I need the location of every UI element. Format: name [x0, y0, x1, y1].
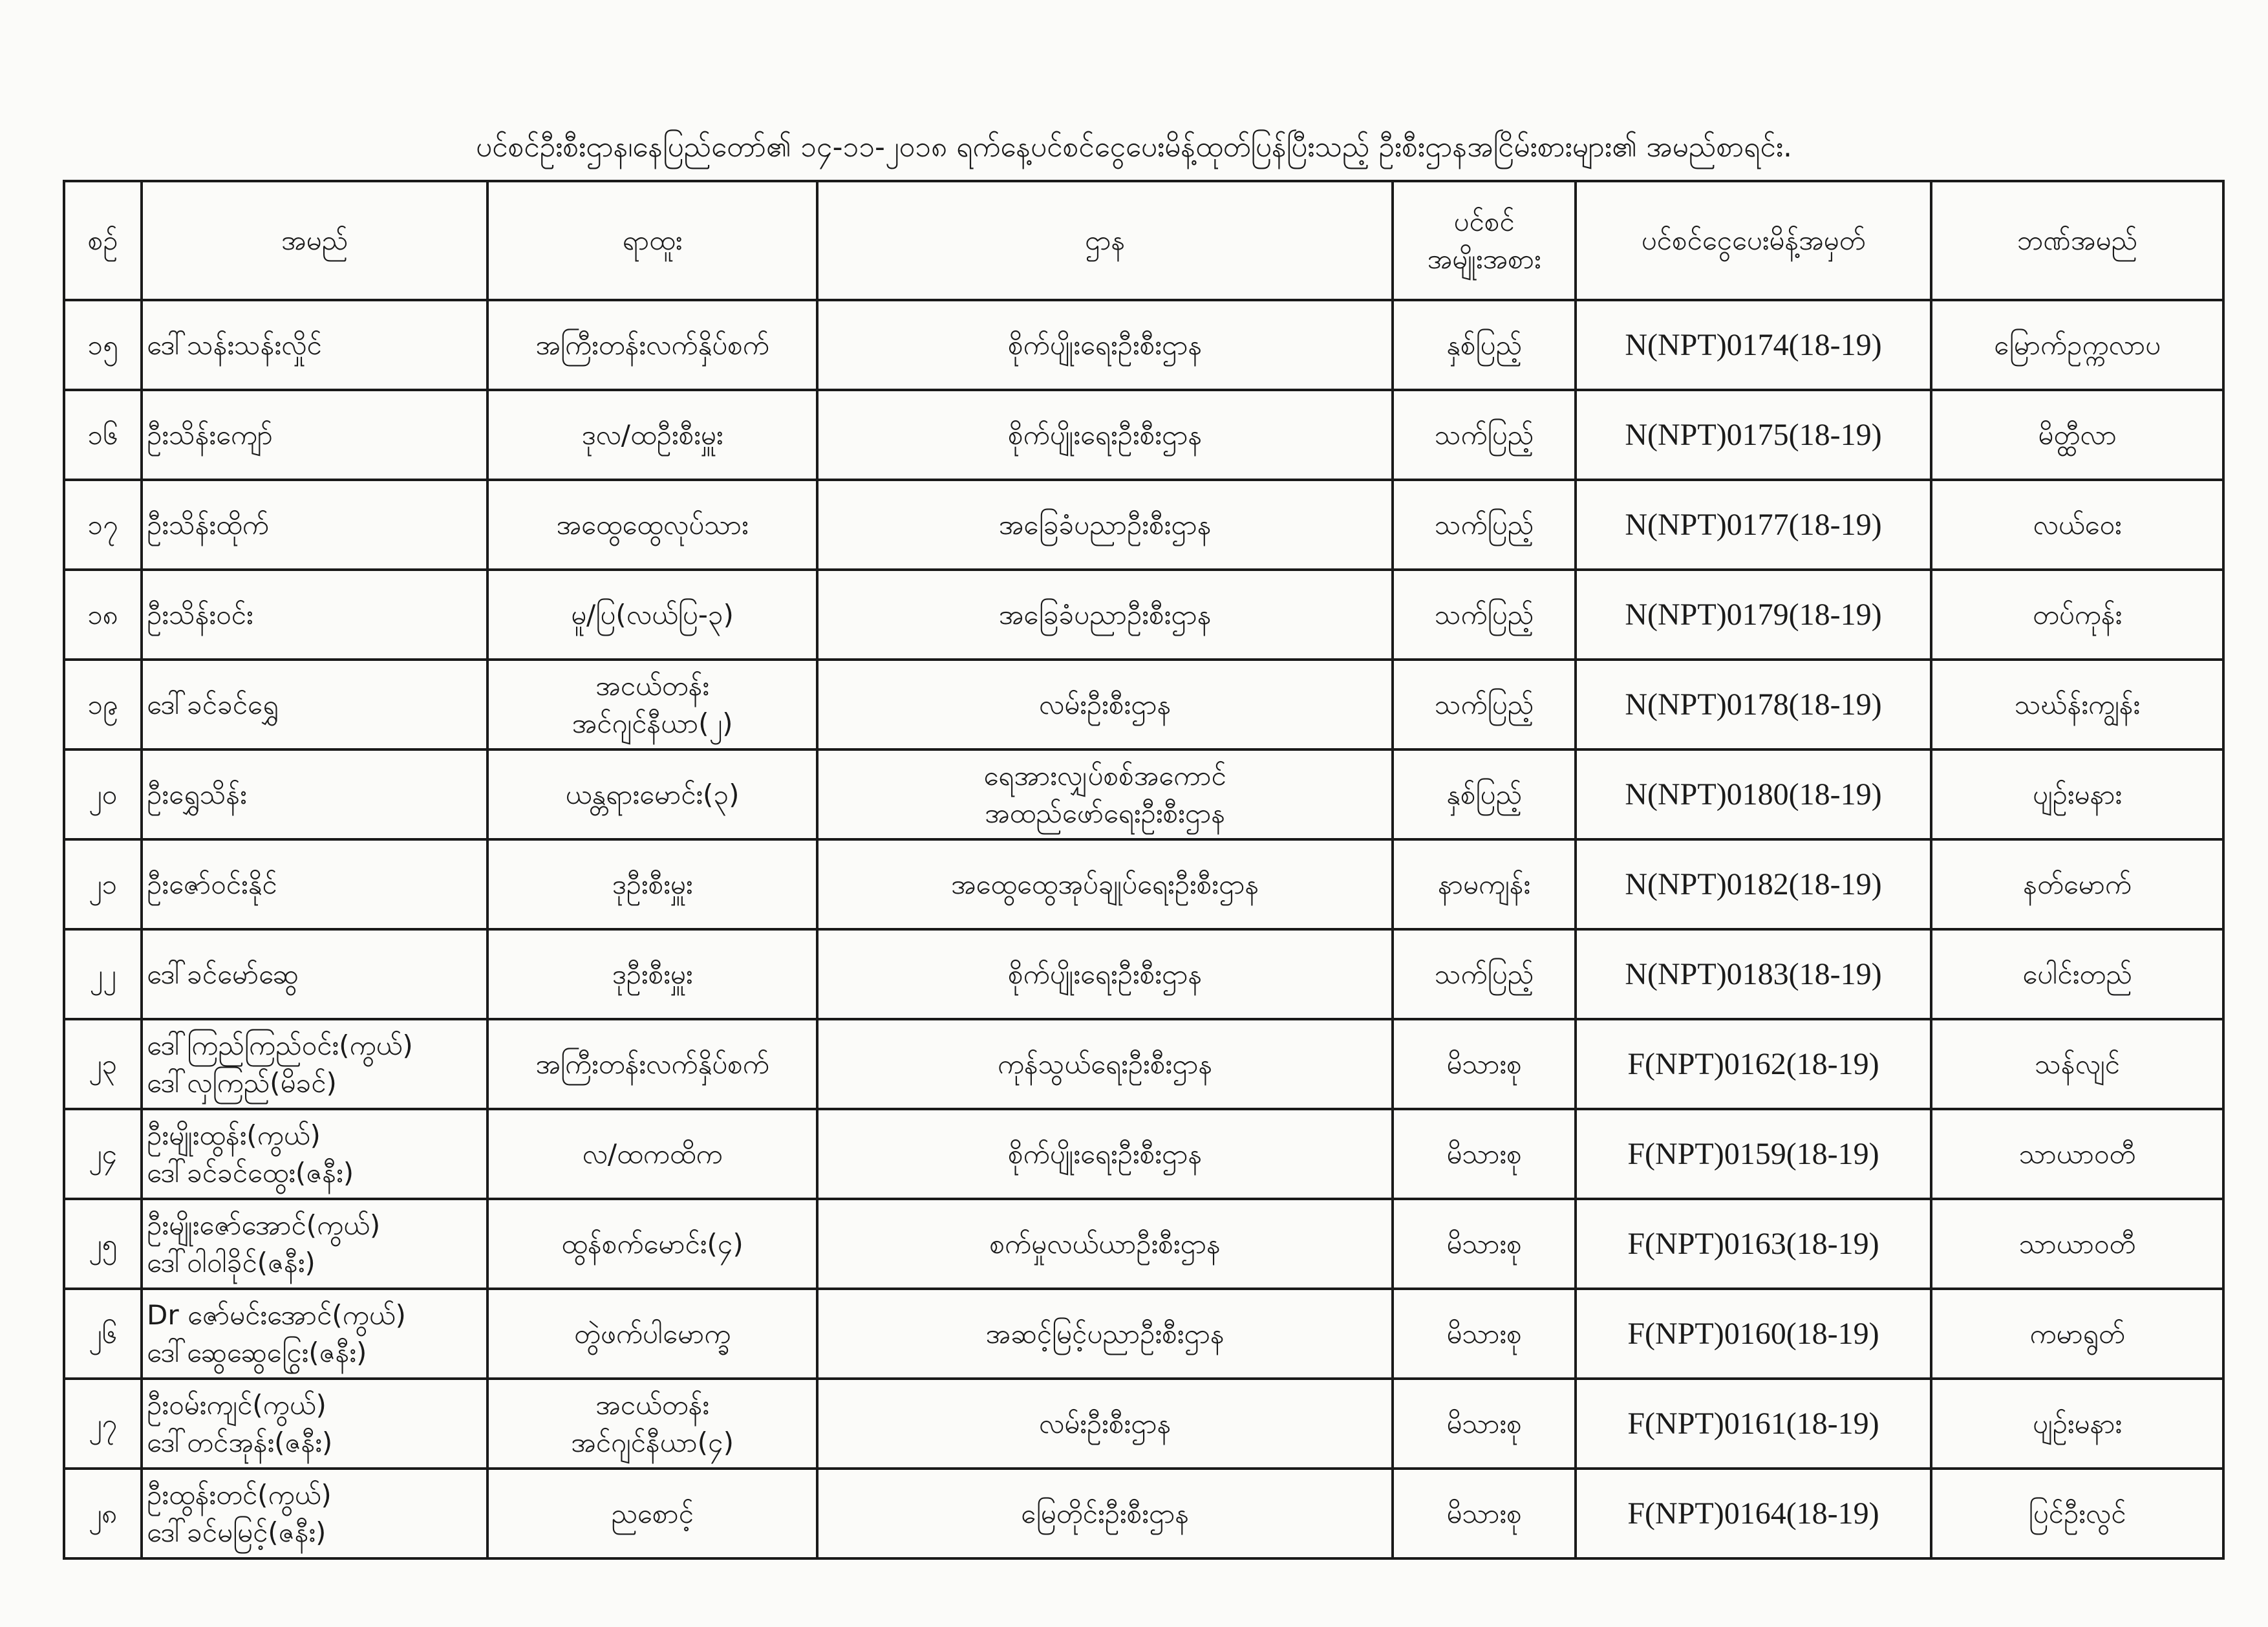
- cell-no: ၂၀: [64, 749, 142, 839]
- cell-name: [142, 1199, 487, 1289]
- cell-no: ၂၁: [64, 839, 142, 929]
- cell-department-line1: စက်မှုလယ်ယာဦးစီးဌာန: [989, 1227, 1221, 1260]
- cell-no: ၂၆: [64, 1289, 142, 1379]
- cell-name-line1: ဦးထွန်းတင်(ကွယ်): [147, 1478, 332, 1511]
- cell-name-line1: Dr ဇော်မင်းအောင်(ကွယ်): [147, 1298, 406, 1331]
- cell-name-line2: ဒေါ်ခင်ခင်ထွေး(ဇနီး): [147, 1156, 354, 1189]
- cell-license-no: N(NPT)0180(18-19): [1576, 749, 1931, 839]
- cell-no: ၂၂: [64, 929, 142, 1019]
- cell-name-line2: ဒေါ်လှကြည်(မိခင်): [147, 1066, 337, 1099]
- cell-pension-type: သက်ပြည့်: [1393, 929, 1576, 1019]
- cell-name-line1: ဒေါ်သန်းသန်းလှိုင်: [147, 329, 322, 361]
- cell-rank: [487, 1019, 817, 1109]
- cell-pension-type: မိသားစု: [1393, 1199, 1576, 1289]
- roster-body: [64, 300, 2223, 1558]
- cell-department-line2: အထည်ဖော်ရေးဦးစီးဌာန: [985, 797, 1225, 829]
- cell-department: [817, 1109, 1393, 1199]
- cell-rank: [487, 300, 817, 390]
- cell-bank: ပျဉ်းမနား: [1931, 1379, 2223, 1469]
- cell-name: [142, 390, 487, 480]
- cell-department-line1: စိုက်ပျိုးရေးဦးစီးဌာန: [1007, 958, 1203, 990]
- cell-name: [142, 480, 487, 570]
- cell-pension-type: မိသားစု: [1393, 1019, 1576, 1109]
- cell-department-line1: အထွေထွေအုပ်ချုပ်ရေးဦးစီးဌာန: [950, 868, 1259, 900]
- cell-pension-type: နှစ်ပြည့်: [1393, 749, 1576, 839]
- cell-license-no: F(NPT)0161(18-19): [1576, 1379, 1931, 1469]
- cell-rank-line1: မူ/ပြ(လယ်ပြ-၃): [571, 598, 734, 630]
- header-bank: ဘဏ်အမည်: [1931, 181, 2223, 300]
- pension-roster-table: [63, 180, 2225, 1560]
- table-row: [64, 1019, 2223, 1109]
- header-rank: ရာထူး: [487, 181, 817, 300]
- table-row: [64, 570, 2223, 660]
- cell-pension-type: နှစ်ပြည့်: [1393, 300, 1576, 390]
- cell-department-line1: အခြေခံပညာဦးစီးဌာန: [998, 508, 1212, 541]
- table-row: [64, 1199, 2223, 1289]
- cell-rank: [487, 1379, 817, 1469]
- cell-department: [817, 1289, 1393, 1379]
- cell-department: [817, 749, 1393, 839]
- cell-license-no: N(NPT)0179(18-19): [1576, 570, 1931, 660]
- cell-rank: [487, 1289, 817, 1379]
- cell-bank: ပျဉ်းမနား: [1931, 749, 2223, 839]
- cell-rank-line1: ဒုလ/ထဦးစီးမှူး: [581, 418, 723, 451]
- cell-pension-type: မိသားစု: [1393, 1469, 1576, 1558]
- cell-rank: [487, 1199, 817, 1289]
- cell-license-no: N(NPT)0183(18-19): [1576, 929, 1931, 1019]
- cell-name: [142, 1469, 487, 1558]
- cell-department-line1: စိုက်ပျိုးရေးဦးစီးဌာန: [1007, 418, 1203, 451]
- table-row: [64, 1469, 2223, 1558]
- cell-department: [817, 660, 1393, 749]
- cell-pension-type: မိသားစု: [1393, 1289, 1576, 1379]
- cell-department-line1: လမ်းဦးစီးဌာန: [1038, 1407, 1171, 1439]
- cell-name-line1: ဦးဝမ်းကျင်(ကွယ်): [147, 1388, 326, 1421]
- cell-no: ၁၆: [64, 390, 142, 480]
- table-row: [64, 480, 2223, 570]
- cell-license-no: N(NPT)0175(18-19): [1576, 390, 1931, 480]
- cell-name: [142, 839, 487, 929]
- cell-pension-type: သက်ပြည့်: [1393, 570, 1576, 660]
- table-row: [64, 1109, 2223, 1199]
- cell-rank-line1: ထွန်စက်မောင်း(၄): [561, 1227, 744, 1260]
- header-row: [64, 181, 2223, 300]
- cell-no: ၂၄: [64, 1109, 142, 1199]
- cell-rank: [487, 390, 817, 480]
- cell-rank-line2: အင်ဂျင်နီယာ(၄): [571, 1426, 734, 1458]
- header-department: ဌာန: [817, 181, 1393, 300]
- cell-rank-line1: တွဲဖက်ပါမောက္ခ: [573, 1317, 731, 1350]
- cell-pension-type: မိသားစု: [1393, 1109, 1576, 1199]
- cell-name-line2: ဒေါ်တင်အုန်း(ဇနီး): [147, 1426, 333, 1458]
- cell-rank: [487, 929, 817, 1019]
- cell-name-line1: ဦးသိန်းကျော်: [147, 418, 273, 451]
- cell-no: ၁၉: [64, 660, 142, 749]
- cell-license-no: F(NPT)0159(18-19): [1576, 1109, 1931, 1199]
- cell-pension-type: သက်ပြည့်: [1393, 390, 1576, 480]
- cell-name: [142, 570, 487, 660]
- table-row: [64, 749, 2223, 839]
- cell-bank: သန်လျင်: [1931, 1019, 2223, 1109]
- cell-department: [817, 390, 1393, 480]
- header-pension-type: [1393, 181, 1576, 300]
- cell-bank: သာယာဝတီ: [1931, 1199, 2223, 1289]
- cell-department-line1: ရေအားလျှပ်စစ်အကောင်: [983, 759, 1226, 792]
- cell-rank-line1: ဒုဦးစီးမှူး: [612, 958, 693, 990]
- cell-department: [817, 1019, 1393, 1109]
- cell-name-line1: ဦးရွှေသိန်း: [147, 778, 247, 810]
- cell-department-line1: ကုန်သွယ်ရေးဦးစီးဌာန: [997, 1048, 1213, 1080]
- table-row: [64, 1289, 2223, 1379]
- cell-rank-line1: ဒုဦးစီးမှူး: [612, 868, 693, 900]
- cell-name: [142, 929, 487, 1019]
- cell-name-line1: ဦးသိန်းဝင်း: [147, 598, 253, 630]
- cell-rank: [487, 1109, 817, 1199]
- cell-name-line1: ဦးမျိုးထွန်း(ကွယ်): [147, 1119, 321, 1151]
- cell-license-no: F(NPT)0163(18-19): [1576, 1199, 1931, 1289]
- cell-rank-line1: ညစောင့်: [611, 1497, 694, 1529]
- table-row: [64, 1379, 2223, 1469]
- cell-department: [817, 1379, 1393, 1469]
- cell-license-no: N(NPT)0174(18-19): [1576, 300, 1931, 390]
- cell-department: [817, 1199, 1393, 1289]
- cell-department-line1: မြေတိုင်းဦးစီးဌာန: [1020, 1497, 1190, 1529]
- cell-rank-line1: အကြီးတန်းလက်နှိပ်စက်: [535, 329, 769, 361]
- cell-department: [817, 929, 1393, 1019]
- table-row: [64, 390, 2223, 480]
- cell-bank: သဃ်န်းကျွန်း: [1931, 660, 2223, 749]
- cell-rank-line1: အကြီးတန်းလက်နှိပ်စက်: [535, 1048, 769, 1080]
- cell-name-line1: ဒေါ်ကြည်ကြည်ဝင်း(ကွယ်): [147, 1029, 413, 1061]
- cell-name-line2: ဒေါ်ခင်မမြင့်(ဇနီး): [147, 1516, 326, 1548]
- table-row: [64, 660, 2223, 749]
- header-name: အမည်: [142, 181, 487, 300]
- cell-name: [142, 1019, 487, 1109]
- cell-name-line2: ဒေါ်ဝါဝါခိုင်(ဇနီး): [147, 1246, 316, 1278]
- cell-rank-line1: ယန္တရားမောင်း(၃): [565, 778, 740, 810]
- table-row: [64, 929, 2223, 1019]
- header-no: စဉ်: [64, 181, 142, 300]
- cell-bank: ပေါင်းတည်: [1931, 929, 2223, 1019]
- cell-name-line1: ဦးဇော်ဝင်းနိုင်: [147, 868, 277, 900]
- cell-department: [817, 1469, 1393, 1558]
- cell-name: [142, 300, 487, 390]
- cell-department: [817, 839, 1393, 929]
- cell-department-line1: အဆင့်မြင့်ပညာဦးစီးဌာန: [985, 1317, 1225, 1350]
- cell-rank-line1: အငယ်တန်း: [595, 1388, 709, 1421]
- cell-name-line1: ဒေါ်ခင်မော်ဆွေ: [147, 958, 299, 990]
- cell-name: [142, 1289, 487, 1379]
- header-pension-type-line1: ပင်စင်: [1453, 206, 1515, 237]
- cell-bank: နတ်မောက်: [1931, 839, 2223, 929]
- cell-name: [142, 1109, 487, 1199]
- cell-license-no: N(NPT)0182(18-19): [1576, 839, 1931, 929]
- cell-no: ၂၇: [64, 1379, 142, 1469]
- cell-license-no: N(NPT)0177(18-19): [1576, 480, 1931, 570]
- cell-rank: [487, 1469, 817, 1558]
- cell-name-line2: ဒေါ်ဆွေဆွေငြွေး(ဇနီး): [147, 1336, 367, 1368]
- cell-rank-line1: အငယ်တန်း: [595, 669, 709, 702]
- cell-bank: တပ်ကုန်း: [1931, 570, 2223, 660]
- header-pension-type-line2: အမျိုးအစား: [1427, 243, 1541, 275]
- cell-bank: မြောက်ဥက္ကလာပ: [1931, 300, 2223, 390]
- cell-no: ၁၈: [64, 570, 142, 660]
- cell-rank: [487, 570, 817, 660]
- cell-license-no: N(NPT)0178(18-19): [1576, 660, 1931, 749]
- cell-bank: လယ်ဝေး: [1931, 480, 2223, 570]
- cell-department-line1: စိုက်ပျိုးရေးဦးစီးဌာန: [1007, 329, 1203, 361]
- cell-no: ၂၃: [64, 1019, 142, 1109]
- cell-no: ၂၈: [64, 1469, 142, 1558]
- cell-license-no: F(NPT)0164(18-19): [1576, 1469, 1931, 1558]
- cell-no: ၁၇: [64, 480, 142, 570]
- cell-department: [817, 300, 1393, 390]
- cell-no: ၁၅: [64, 300, 142, 390]
- cell-rank: [487, 660, 817, 749]
- cell-department-line1: အခြေခံပညာဦးစီးဌာန: [998, 598, 1212, 630]
- table-row: [64, 300, 2223, 390]
- cell-name: [142, 660, 487, 749]
- cell-rank: [487, 480, 817, 570]
- cell-no: ၂၅: [64, 1199, 142, 1289]
- cell-department: [817, 480, 1393, 570]
- cell-rank-line2: အင်ဂျင်နီယာ(၂): [572, 707, 733, 739]
- cell-pension-type: သက်ပြည့်: [1393, 480, 1576, 570]
- cell-rank-line1: လ/ထကထိက: [582, 1137, 723, 1170]
- cell-department-line1: လမ်းဦးစီးဌာန: [1038, 688, 1171, 720]
- table-row: [64, 839, 2223, 929]
- header-license-no: ပင်စင်ငွေပေးမိန့်အမှတ်: [1576, 181, 1931, 300]
- cell-rank-line1: အထွေထွေလုပ်သား: [556, 508, 749, 541]
- cell-pension-type: နာမကျန်း: [1393, 839, 1576, 929]
- cell-name: [142, 1379, 487, 1469]
- cell-bank: မိတ္ထီလာ: [1931, 390, 2223, 480]
- cell-license-no: F(NPT)0160(18-19): [1576, 1289, 1931, 1379]
- cell-bank: သာယာဝတီ: [1931, 1109, 2223, 1199]
- cell-name-line1: ဦးမျိုးဇော်အောင်(ကွယ်): [147, 1209, 381, 1241]
- cell-name-line1: ဒေါ်ခင်ခင်ရွှေ: [147, 688, 279, 720]
- cell-bank: ပြင်ဦးလွင်: [1931, 1469, 2223, 1558]
- cell-license-no: F(NPT)0162(18-19): [1576, 1019, 1931, 1109]
- cell-rank: [487, 839, 817, 929]
- cell-pension-type: မိသားစု: [1393, 1379, 1576, 1469]
- cell-name: [142, 749, 487, 839]
- cell-name-line1: ဦးသိန်းထိုက်: [147, 508, 269, 541]
- cell-bank: ကမာရွတ်: [1931, 1289, 2223, 1379]
- cell-department: [817, 570, 1393, 660]
- cell-rank: [487, 749, 817, 839]
- cell-pension-type: သက်ပြည့်: [1393, 660, 1576, 749]
- cell-department-line1: စိုက်ပျိုးရေးဦးစီးဌာန: [1007, 1137, 1203, 1170]
- document-title: ပင်စင်ဦးစီးဌာန၊နေပြည်တော်၏ ၁၄-၁၁-၂၀၁၈ ရက်နေ့ပင်စင်ငွေပေးမိန့်ထုတ်ပြန်ပြီးသည့် ဦးစီးဌာနအငြိမ်းစားများ၏ အမည်စာရင်း.: [476, 131, 1792, 164]
